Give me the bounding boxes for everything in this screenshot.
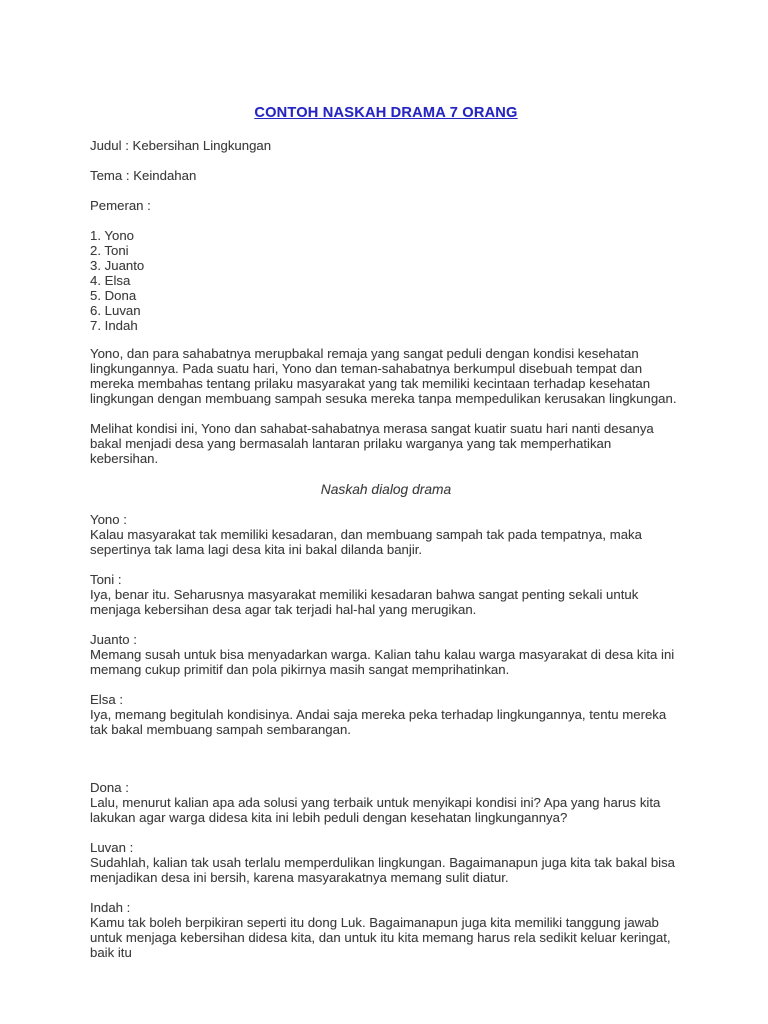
dialog-line: Lalu, menurut kalian apa ada solusi yang terbaik untuk menyikapi kondisi ini? Apa yang harus kita lakukan agar warga didesa kita ini lebih peduli dengan kesehatan lingkungannya? — [90, 795, 661, 825]
cast-item-luvan: 6. Luvan — [90, 303, 141, 318]
speaker-name: Yono : — [90, 512, 127, 527]
judul-line: Judul : Kebersihan Lingkungan — [90, 138, 272, 153]
dialog-block-toni — [90, 572, 682, 617]
speaker-name: Elsa : — [90, 692, 123, 707]
speaker-name: Luvan : — [90, 840, 134, 855]
cast-item-juanto: 3. Juanto — [90, 258, 145, 273]
pemeran-label: Pemeran : — [90, 198, 151, 213]
cast-item-dona: 5. Dona — [90, 288, 137, 303]
dialog-section-heading: Naskah dialog drama — [320, 482, 452, 497]
dialog-block-dona — [90, 780, 682, 825]
cast-list — [90, 228, 682, 333]
dialog-block-luvan — [90, 840, 682, 885]
dialog-block-elsa — [90, 692, 682, 737]
cast-item-elsa: 4. Elsa — [90, 273, 131, 288]
cast-item-indah: 7. Indah — [90, 318, 138, 333]
dialog-line: Iya, memang begitulah kondisinya. Andai saja mereka peka terhadap lingkungannya, tentu mereka tak bakal membuang sampah sembarangan. — [90, 707, 667, 737]
speaker-name: Indah : — [90, 900, 131, 915]
intro-paragraph-1: Yono, dan para sahabatnya merupbakal remaja yang sangat peduli dengan kondisi kesehatan lingkungannya. Pada suatu hari, Yono dan teman-sahabatnya berkumpul disebuah tempat dan mereka membahas tentang prilaku masyarakat yang tak memiliki kecintaan terhadap kesehatan lingkungan dengan membuang sampah sesuka mereka tanpa mempedulikan kerusakan lingkungan. — [90, 346, 677, 406]
speaker-name: Juanto : — [90, 632, 137, 647]
dialog-block-juanto — [90, 632, 682, 677]
dialog-line: Sudahlah, kalian tak usah terlalu memperdulikan lingkungan. Bagaimanapun juga kita tak bakal bisa menjadikan desa ini bersih, karena masyarakatnya memang sulit diatur. — [90, 855, 676, 885]
document-title: CONTOH NASKAH DRAMA 7 ORANG — [254, 105, 518, 121]
cast-item-yono: 1. Yono — [90, 228, 135, 243]
speaker-name: Dona : — [90, 780, 129, 795]
intro-paragraph-2: Melihat kondisi ini, Yono dan sahabat-sahabatnya merasa sangat kuatir suatu hari nanti desanya bakal menjadi desa yang bermasalah lantaran prilaku warganya yang tak memperhatikan kebersihan. — [90, 421, 654, 466]
tema-line: Tema : Keindahan — [90, 168, 197, 183]
dialog-line: Kalau masyarakat tak memiliki kesadaran, dan membuang sampah tak pada tempatnya, maka sepertinya tak lama lagi desa kita ini bakal dilanda banjir. — [90, 527, 642, 557]
cast-item-toni: 2. Toni — [90, 243, 129, 258]
dialog-line: Iya, benar itu. Seharusnya masyarakat memiliki kesadaran bahwa sangat penting sekali untuk menjaga kebersihan desa agar tak terjadi hal-hal yang merugikan. — [90, 587, 639, 617]
speaker-name: Toni : — [90, 572, 122, 587]
dialog-line: Kamu tak boleh berpikiran seperti itu dong Luk. Bagaimanapun juga kita memiliki tanggung jawab untuk menjaga kebersihan didesa kita, dan untuk itu kita memang harus rela sedikit keluar keringat, baik itu — [90, 915, 671, 960]
dialog-block-indah — [90, 900, 682, 960]
dialog-line: Memang susah untuk bisa menyadarkan warga. Kalian tahu kalau warga masyarakat di desa kita ini memang cukup primitif dan pola pikirnya masih sangat memprihatinkan. — [90, 647, 675, 677]
dialog-block-yono — [90, 512, 682, 557]
